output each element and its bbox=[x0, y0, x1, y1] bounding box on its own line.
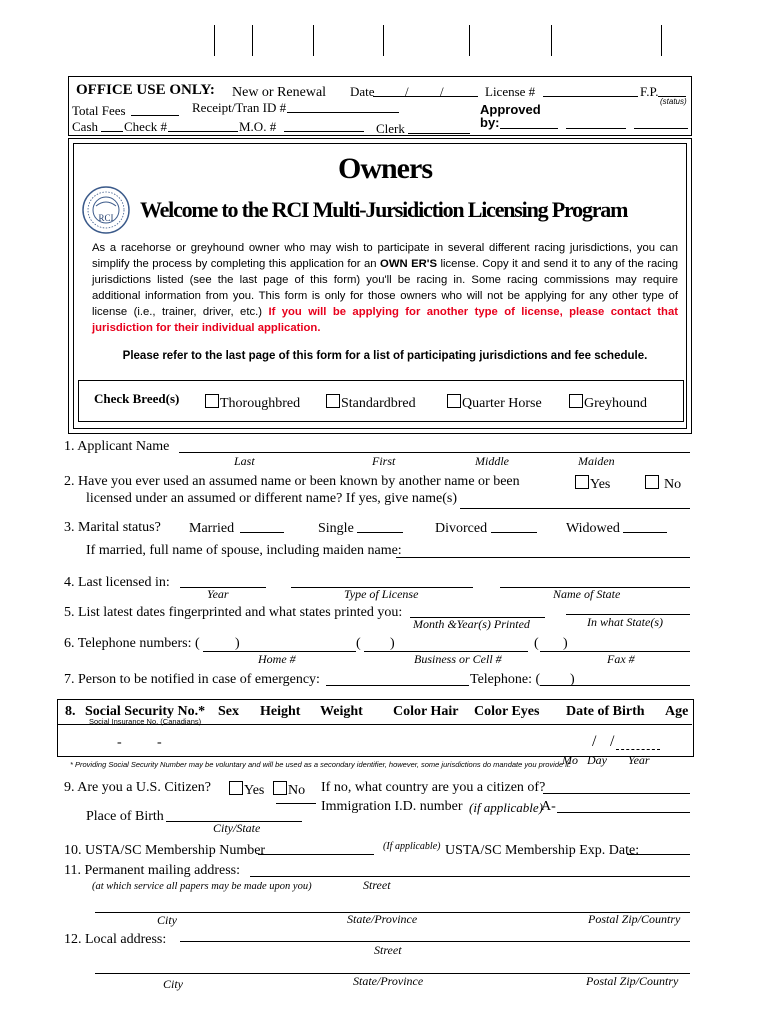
q12-zip: Postal Zip/Country bbox=[586, 974, 679, 988]
q8-age: Age bbox=[665, 704, 689, 719]
office-approved-field-2[interactable] bbox=[566, 128, 626, 129]
office-license-field[interactable] bbox=[543, 96, 638, 97]
q8-sin: Social Insurance No. (Canadians) bbox=[89, 717, 202, 726]
divorced-field[interactable] bbox=[491, 532, 537, 533]
breed-option-standardbred[interactable]: Standardbred bbox=[326, 394, 416, 412]
q5-label: 5. List latest dates fingerprinted and what states printed you: bbox=[64, 605, 403, 620]
office-date-label: Date bbox=[350, 84, 375, 99]
checkbox-icon[interactable] bbox=[273, 781, 287, 795]
q8-ssn: Social Security No.* bbox=[85, 704, 206, 719]
q4-type: Type of License bbox=[344, 587, 419, 601]
q9-if-no: If no, what country are you a citizen of? bbox=[321, 780, 546, 795]
checkbox-icon[interactable] bbox=[229, 781, 243, 795]
q5-month: Month &Year(s) Printed bbox=[413, 617, 530, 631]
q9-immigration: Immigration I.D. number bbox=[321, 799, 463, 814]
q9-citystate: City/State bbox=[213, 821, 261, 835]
emergency-contact-field[interactable] bbox=[326, 685, 469, 686]
dob-day: Day bbox=[587, 753, 607, 767]
ssn-field-dash-1[interactable]: - bbox=[117, 735, 122, 750]
checkbox-icon[interactable] bbox=[569, 394, 583, 408]
q6-label: 6. Telephone numbers: ( bbox=[64, 636, 200, 651]
ssn-note: * Providing Social Security Number may be voluntary and will be used as a secondary identifier, however, some jurisdictions do mandate you provide it. bbox=[70, 760, 572, 769]
office-mo-label: M.O. # bbox=[239, 119, 277, 134]
q6-fax: Fax # bbox=[607, 652, 635, 666]
office-license-label: License # bbox=[485, 84, 536, 99]
q1-label: 1. Applicant Name bbox=[64, 439, 170, 454]
welcome-heading: Welcome to the RCI Multi-Jursidiction Licensing Program bbox=[140, 197, 628, 222]
q12-street: Street bbox=[374, 943, 402, 957]
emergency-phone-field[interactable] bbox=[540, 685, 690, 686]
q12-city: City bbox=[163, 977, 183, 991]
office-mo-field[interactable] bbox=[284, 131, 364, 132]
q4-year: Year bbox=[207, 587, 229, 601]
checkbox-icon[interactable] bbox=[205, 394, 219, 408]
q8-weight: Weight bbox=[320, 704, 363, 719]
office-total-fees-label: Total Fees bbox=[72, 103, 126, 118]
q10-label: 10. USTA/SC Membership Number bbox=[64, 843, 266, 858]
q7-label: 7. Person to be notified in case of emergency: bbox=[64, 672, 320, 687]
married-field[interactable] bbox=[240, 532, 284, 533]
q3-married: Married bbox=[189, 521, 235, 536]
q2-yes[interactable]: Yes bbox=[575, 475, 610, 493]
office-fp-label: F.P. bbox=[640, 84, 659, 99]
q8-eyes: Color Eyes bbox=[474, 704, 540, 719]
usta-number-field[interactable] bbox=[258, 854, 374, 855]
q3-widowed: Widowed bbox=[566, 521, 620, 536]
q11-state: State/Province bbox=[347, 912, 418, 926]
intro-bold: OWN ER'S bbox=[380, 258, 438, 270]
q3-divorced: Divorced bbox=[435, 521, 488, 536]
office-cash-label: Cash bbox=[72, 119, 98, 134]
q9-a: A- bbox=[541, 799, 556, 814]
ssn-field-dash-2[interactable]: - bbox=[157, 735, 162, 750]
immigration-id-field[interactable] bbox=[557, 812, 690, 813]
q2-no[interactable]: No bbox=[645, 475, 681, 493]
office-status-label: (status) bbox=[660, 97, 687, 106]
q1-middle: Middle bbox=[475, 454, 509, 468]
checkbox-icon[interactable] bbox=[447, 394, 461, 408]
q5-states: In what State(s) bbox=[587, 615, 663, 629]
q8-height: Height bbox=[260, 704, 301, 719]
office-approved-label: Approved bbox=[480, 102, 541, 117]
q2-line1: 2. Have you ever used an assumed name or been known by another name or been bbox=[64, 474, 520, 489]
dob-slash-2: / bbox=[610, 733, 615, 750]
dob-year-field[interactable] bbox=[616, 749, 660, 750]
office-receipt-field[interactable] bbox=[287, 112, 399, 113]
office-approved-field-1[interactable] bbox=[500, 128, 558, 129]
q1-maiden: Maiden bbox=[578, 454, 615, 468]
breed-option-quarter-horse[interactable]: Quarter Horse bbox=[447, 394, 542, 412]
checkbox-icon[interactable] bbox=[326, 394, 340, 408]
intro-warning: If you will be applying for another type of license, please contact that jurisdiction for their individual application. bbox=[92, 306, 678, 334]
dob-mo: Mo bbox=[562, 753, 578, 767]
rci-seal-icon bbox=[82, 186, 130, 234]
intro-text-2: license. Copy it and send it to any of the racing jurisdictions listed (see the last page of this form) you'll be racing in. Some racing commissions may require additional information from you. This form is only for those owners who will not be applying for any other type of license (i.e., trainer, driver, etc.) bbox=[92, 258, 679, 318]
q9-if-applicable: (if applicable) bbox=[469, 800, 544, 815]
office-by-label: by: bbox=[480, 115, 500, 130]
mailing-street-field[interactable] bbox=[250, 876, 690, 877]
breed-option-greyhound[interactable]: Greyhound bbox=[569, 394, 647, 412]
q7-telephone: Telephone: ( bbox=[470, 672, 541, 687]
q10-exp: USTA/SC Membership Exp. Date: bbox=[445, 843, 640, 858]
q1-first: First bbox=[372, 454, 396, 468]
widowed-field[interactable] bbox=[623, 532, 667, 533]
breed-label: Check Breed(s) bbox=[94, 391, 180, 406]
assumed-names-field[interactable] bbox=[460, 508, 690, 509]
page-title: Owners bbox=[338, 152, 432, 185]
q10-if-applicable: (If applicable) bbox=[383, 841, 441, 852]
seal-text: RCI bbox=[98, 213, 114, 223]
q12-state: State/Province bbox=[353, 974, 424, 988]
dob-slash-1: / bbox=[592, 733, 597, 750]
q8-dob: Date of Birth bbox=[566, 704, 645, 719]
q11-note: (at which service all papers may be made upon you) bbox=[92, 881, 312, 892]
office-cash-field[interactable] bbox=[101, 131, 123, 132]
office-clerk-label: Clerk bbox=[376, 121, 405, 136]
office-clerk-field[interactable] bbox=[408, 133, 470, 134]
office-check-field[interactable] bbox=[168, 131, 238, 132]
citizen-no[interactable]: No bbox=[273, 781, 305, 799]
office-approved-field-3[interactable] bbox=[634, 128, 688, 129]
q11-street: Street bbox=[363, 878, 391, 892]
intro-text-1: As a racehorse or greyhound owner who may wish to participate in several different racing jurisdictions, you can simplify the process by completing this application for an bbox=[92, 242, 678, 270]
q4-state: Name of State bbox=[553, 587, 621, 601]
local-street-field[interactable] bbox=[180, 941, 690, 942]
spouse-name-field[interactable] bbox=[396, 557, 690, 558]
q1-last: Last bbox=[234, 454, 255, 468]
q9-pob: Place of Birth bbox=[86, 809, 164, 824]
q8-num: 8. bbox=[65, 704, 76, 719]
q11-label: 11. Permanent mailing address: bbox=[64, 863, 240, 878]
applicant-name-field[interactable] bbox=[179, 452, 690, 453]
single-field[interactable] bbox=[357, 532, 403, 533]
office-check-label: Check # bbox=[124, 119, 167, 134]
q9-label: 9. Are you a U.S. Citizen? bbox=[64, 780, 211, 795]
usta-exp-field[interactable] bbox=[627, 854, 690, 855]
intro-paragraph bbox=[92, 240, 678, 336]
q6-business: Business or Cell # bbox=[414, 652, 502, 666]
refer-note: Please refer to the last page of this form for a list of participating jurisdictions and fee schedule. bbox=[122, 350, 648, 362]
dob-year: Year bbox=[628, 753, 650, 767]
q8-sex: Sex bbox=[218, 704, 239, 719]
q4-label: 4. Last licensed in: bbox=[64, 575, 170, 590]
q8-hair: Color Hair bbox=[393, 704, 459, 719]
q6-home: Home # bbox=[258, 652, 296, 666]
q2-line2: licensed under an assumed or different name? If yes, give name(s) bbox=[86, 491, 457, 506]
q3-label: 3. Marital status? bbox=[64, 520, 161, 535]
breed-option-thoroughbred[interactable]: Thoroughbred bbox=[205, 394, 300, 412]
office-total-fees-field[interactable] bbox=[131, 115, 179, 116]
q3-spouse: If married, full name of spouse, including maiden name: bbox=[86, 543, 402, 558]
checkbox-icon[interactable] bbox=[575, 475, 589, 489]
citizenship-country-field[interactable] bbox=[543, 793, 690, 794]
office-date-field[interactable] bbox=[373, 96, 478, 97]
q12-label: 12. Local address: bbox=[64, 932, 167, 947]
checkbox-icon[interactable] bbox=[645, 475, 659, 489]
q3-single: Single bbox=[318, 521, 354, 536]
q11-zip: Postal Zip/Country bbox=[588, 912, 681, 926]
office-heading: OFFICE USE ONLY: bbox=[76, 82, 215, 98]
q11-city: City bbox=[157, 913, 177, 927]
citizen-yes[interactable]: Yes bbox=[229, 781, 264, 799]
office-receipt-label: Receipt/Tran ID # bbox=[192, 100, 287, 115]
office-new-renewal: New or Renewal bbox=[232, 85, 327, 100]
